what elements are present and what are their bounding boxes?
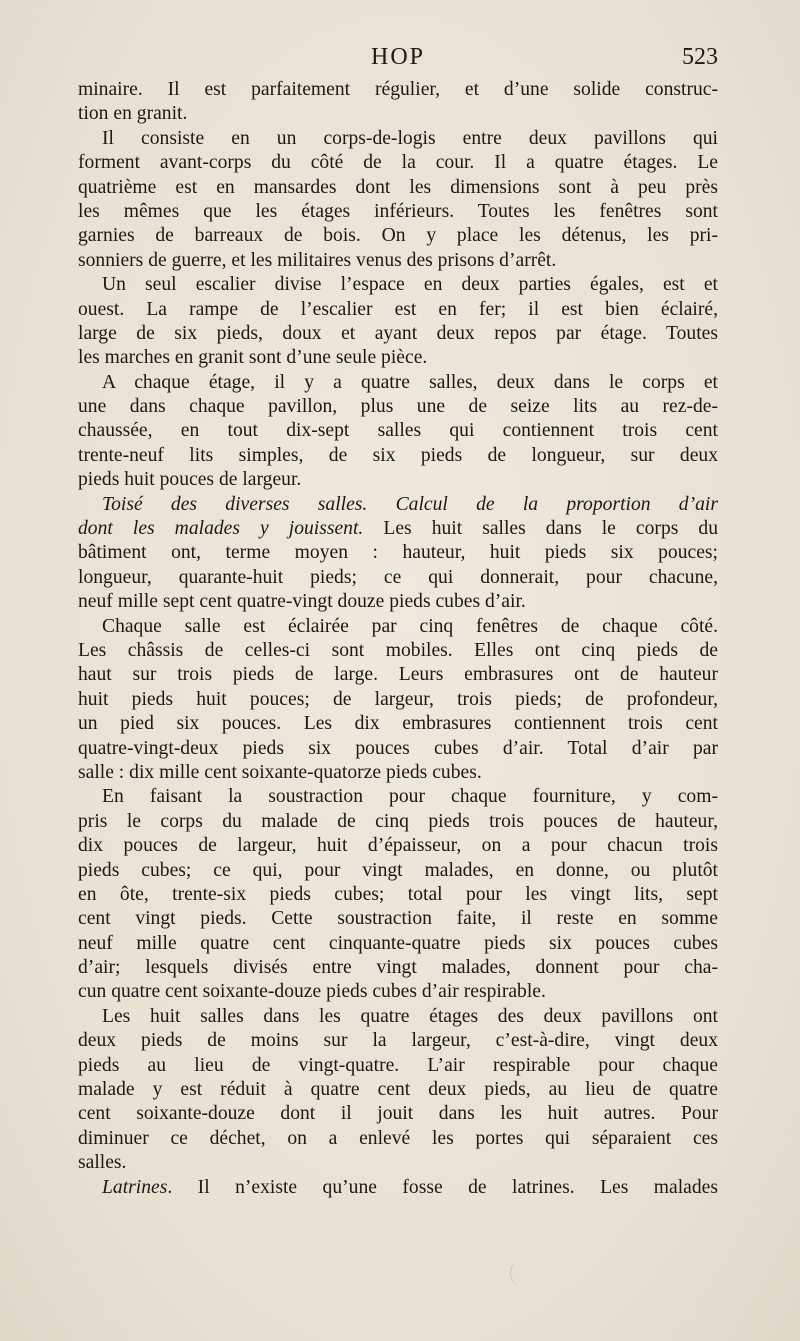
text-run: pris le corps du malade de cinq pieds trois pouces de hauteur,	[78, 810, 718, 832]
text-run: ouest. La rampe de l’escalier est en fer; il est bien éclairé,	[78, 298, 718, 320]
text-run: les mêmes que les étages inférieurs. Toutes les fenêtres sont	[78, 200, 718, 222]
text-run: pieds huit pouces de largeur.	[78, 469, 302, 491]
text-run: tion en granit.	[78, 103, 188, 125]
text-line	[78, 1151, 718, 1175]
text-line	[78, 907, 718, 931]
text-line	[78, 102, 718, 126]
text-run: salles.	[78, 1152, 127, 1174]
text-line	[78, 371, 718, 395]
text-line	[78, 785, 718, 809]
text-line	[78, 444, 718, 468]
text-line	[78, 493, 718, 517]
text-run: trente-neuf lits simples, de six pieds de longueur, sur deux	[78, 444, 718, 466]
text-line	[78, 1176, 718, 1200]
text-run: d’air; lesquels divisés entre vingt malades, donnent pour cha-	[78, 957, 718, 979]
text-run: sonniers de guerre, et les militaires venus des prisons d’arrêt.	[78, 249, 557, 271]
text-line	[78, 1005, 718, 1029]
text-run: bâtiment ont, terme moyen : hauteur, huit pieds six pouces;	[78, 542, 718, 564]
text-line	[78, 1078, 718, 1102]
text-line	[78, 517, 718, 541]
text-run: chaussée, en tout dix-sept salles qui contiennent trois cent	[78, 420, 718, 442]
text-run: quatrième est en mansardes dont les dimensions sont à peu près	[78, 176, 718, 198]
text-line	[78, 249, 718, 273]
text-run: neuf mille sept cent quatre-vingt douze pieds cubes d’air.	[78, 591, 526, 613]
text-line	[78, 273, 718, 297]
text-line	[78, 712, 718, 736]
italic-run: Toisé des diverses salles. Calcul de la proportion d’air	[102, 493, 718, 515]
text-line	[78, 956, 718, 980]
text-line	[78, 639, 718, 663]
text-run: les marches en granit sont d’une seule pièce.	[78, 347, 428, 369]
text-run: pieds cubes; ce qui, pour vingt malades, en donne, ou plutôt	[78, 859, 718, 881]
text-run: Un seul escalier divise l’espace en deux parties égales, est et	[102, 274, 718, 296]
text-run: longueur, quarante-huit pieds; ce qui donnerait, pour chacune,	[78, 566, 718, 588]
text-line	[78, 1054, 718, 1078]
text-line	[78, 151, 718, 175]
text-line	[78, 737, 718, 761]
italic-run: Latrines	[102, 1176, 168, 1198]
text-line	[78, 541, 718, 565]
text-run: Il consiste en un corps-de-logis entre deux pavillons qui	[102, 127, 718, 149]
text-run: garnies de barreaux de bois. On y place les détenus, les pri-	[78, 225, 718, 247]
text-line	[78, 419, 718, 443]
text-run: en ôte, trente-six pieds cubes; total pour les vingt lits, sept	[78, 883, 718, 905]
text-run: une dans chaque pavillon, plus une de seize lits au rez-de-	[78, 396, 718, 418]
text-line	[78, 322, 718, 346]
text-line	[78, 688, 718, 712]
text-line	[78, 566, 718, 590]
text-run: Les châssis de celles-ci sont mobiles. Elles ont cinq pieds de	[78, 639, 718, 661]
text-line	[78, 1127, 718, 1151]
text-line	[78, 663, 718, 687]
text-run: Les huit salles dans les quatre étages des deux pavillons ont	[102, 1005, 718, 1027]
text-line	[78, 980, 718, 1004]
text-run: cent vingt pieds. Cette soustraction faite, il reste en somme	[78, 908, 718, 930]
text-line	[78, 1029, 718, 1053]
text-line	[78, 1102, 718, 1126]
text-run: forment avant-corps du côté de la cour. Il a quatre étages. Le	[78, 152, 718, 174]
text-line	[78, 590, 718, 614]
text-line	[78, 810, 718, 834]
text-line	[78, 395, 718, 419]
text-line	[78, 468, 718, 492]
text-run: quatre-vingt-deux pieds six pouces cubes d’air. Total d’air par	[78, 737, 718, 759]
body-text	[78, 78, 718, 1200]
text-run: diminuer ce déchet, on a enlevé les portes qui séparaient ces	[78, 1127, 718, 1149]
text-run: Chaque salle est éclairée par cinq fenêtres de chaque côté.	[102, 615, 718, 637]
paper-mark	[510, 1262, 525, 1284]
text-run: haut sur trois pieds de large. Leurs embrasures ont de hauteur	[78, 664, 718, 686]
text-run: neuf mille quatre cent cinquante-quatre pieds six pouces cubes	[78, 932, 718, 954]
text-line	[78, 883, 718, 907]
text-run: A chaque étage, il y a quatre salles, deux dans le corps et	[102, 371, 718, 393]
text-line	[78, 761, 718, 785]
text-run: cent soixante-douze dont il jouit dans les huit autres. Pour	[78, 1103, 718, 1125]
text-run: malade y est réduit à quatre cent deux pieds, au lieu de quatre	[78, 1079, 718, 1101]
text-run: huit pieds huit pouces; de largeur, trois pieds; de profondeur,	[78, 688, 718, 710]
running-head: HOP	[370, 44, 425, 70]
text-line	[78, 78, 718, 102]
text-run: un pied six pouces. Les dix embrasures contiennent trois cent	[78, 713, 718, 735]
text-run: salle : dix mille cent soixante-quatorze pieds cubes.	[78, 761, 482, 783]
text-line	[78, 834, 718, 858]
italic-run: dont les malades y jouissent.	[78, 518, 364, 540]
text-run: Les huit salles dans le corps du	[363, 518, 718, 540]
text-line	[78, 346, 718, 370]
text-line	[78, 298, 718, 322]
text-line	[78, 615, 718, 639]
text-line	[78, 176, 718, 200]
text-line	[78, 127, 718, 151]
text-run: cun quatre cent soixante-douze pieds cubes d’air respirable.	[78, 981, 546, 1003]
text-line	[78, 932, 718, 956]
text-run: pieds au lieu de vingt-quatre. L’air respirable pour chaque	[78, 1054, 718, 1076]
text-line	[78, 200, 718, 224]
text-run: dix pouces de largeur, huit d’épaisseur, on a pour chacun trois	[78, 835, 718, 857]
text-line	[78, 859, 718, 883]
text-run: minaire. Il est parfaitement régulier, et d’une solide construc-	[78, 79, 718, 100]
page-number: 523	[682, 44, 718, 70]
text-run: En faisant la soustraction pour chaque fourniture, y com-	[102, 786, 718, 808]
page-header	[78, 44, 718, 74]
text-line	[78, 224, 718, 248]
text-run: deux pieds de moins sur la largeur, c’est-à-dire, vingt deux	[78, 1030, 718, 1052]
text-run: . Il n’existe qu’une fosse de latrines. Les malades	[167, 1176, 718, 1198]
text-run: large de six pieds, doux et ayant deux repos par étage. Toutes	[78, 322, 718, 344]
